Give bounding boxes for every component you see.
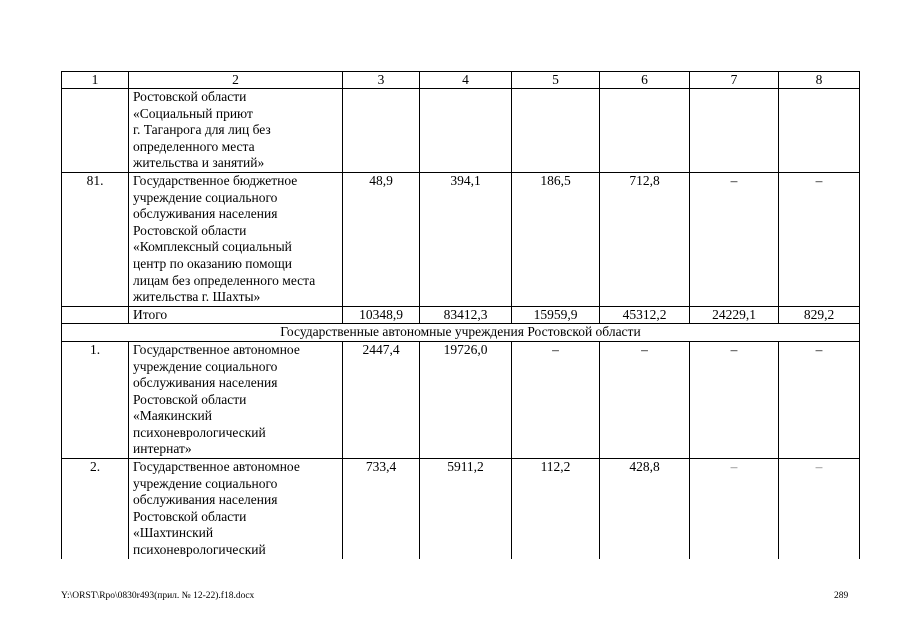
value-col8: – bbox=[779, 341, 860, 458]
total-col8: 829,2 bbox=[779, 306, 860, 324]
row-number: 2. bbox=[62, 459, 129, 559]
value-col7: – bbox=[690, 341, 779, 458]
total-col4: 83412,3 bbox=[420, 306, 512, 324]
table-row bbox=[62, 341, 860, 458]
total-row bbox=[62, 306, 860, 324]
value-col5: 112,2 bbox=[512, 459, 600, 559]
name-line: Ростовской области bbox=[133, 89, 247, 104]
value-col5: 186,5 bbox=[512, 172, 600, 306]
row-number bbox=[62, 306, 129, 324]
row-number: 81. bbox=[62, 172, 129, 306]
name-line: г. Таганрога для лиц без bbox=[133, 122, 271, 138]
value-col4 bbox=[420, 89, 512, 173]
header-cell-2: 2 bbox=[129, 72, 343, 89]
table-row bbox=[62, 459, 860, 559]
value-col8: – bbox=[779, 459, 860, 559]
value-col7: – bbox=[690, 172, 779, 306]
value-col6: – bbox=[600, 341, 690, 458]
value-col5 bbox=[512, 89, 600, 173]
institution-name bbox=[129, 459, 343, 559]
name-line: психоневрологический bbox=[133, 542, 266, 558]
value-col8: – bbox=[779, 172, 860, 306]
header-cell-4: 4 bbox=[420, 72, 512, 89]
name-line: интернат» bbox=[133, 441, 192, 457]
value-col8 bbox=[779, 89, 860, 173]
name-line: обслуживания населения bbox=[133, 375, 278, 391]
header-cell-8: 8 bbox=[779, 72, 860, 89]
header-cell-1: 1 bbox=[62, 72, 129, 89]
value-col6: 712,8 bbox=[600, 172, 690, 306]
total-label: Итого bbox=[129, 306, 343, 324]
value-col5: – bbox=[512, 341, 600, 458]
section-heading: Государственные автономные учреждения Ростовской области bbox=[62, 324, 860, 342]
total-col5: 15959,9 bbox=[512, 306, 600, 324]
total-col7: 24229,1 bbox=[690, 306, 779, 324]
value-col4: 5911,2 bbox=[420, 459, 512, 559]
name-line: учреждение социального bbox=[133, 475, 278, 491]
name-line: обслуживания населения bbox=[133, 206, 278, 222]
institution-name bbox=[129, 89, 343, 173]
name-line: определенного места bbox=[133, 138, 255, 154]
value-col3: 2447,4 bbox=[343, 341, 420, 458]
name-line: «Комплексный социальный bbox=[133, 239, 292, 255]
value-col4: 19726,0 bbox=[420, 341, 512, 458]
header-cell-3: 3 bbox=[343, 72, 420, 89]
footer-page-number: 289 bbox=[834, 591, 849, 601]
name-line: «Маякинский bbox=[133, 408, 212, 424]
name-line: Государственное автономное bbox=[133, 459, 300, 475]
section-row bbox=[62, 324, 860, 342]
name-line: жительства г. Шахты» bbox=[133, 289, 261, 305]
name-line: Ростовской области bbox=[133, 391, 247, 407]
name-line: Ростовской области bbox=[133, 222, 247, 238]
value-col6 bbox=[600, 89, 690, 173]
name-line: Государственное автономное bbox=[133, 341, 300, 357]
name-line: учреждение социального bbox=[133, 189, 278, 205]
name-line: жительства и занятий» bbox=[133, 155, 265, 171]
table-row bbox=[62, 172, 860, 306]
name-line: Государственное бюджетное bbox=[133, 172, 298, 188]
table-row bbox=[62, 89, 860, 173]
value-col3 bbox=[343, 89, 420, 173]
name-line: «Шахтинский bbox=[133, 525, 214, 541]
row-number: 1. bbox=[62, 341, 129, 458]
total-col3: 10348,9 bbox=[343, 306, 420, 324]
value-col4: 394,1 bbox=[420, 172, 512, 306]
name-line: психоневрологический bbox=[133, 424, 266, 440]
header-cell-5: 5 bbox=[512, 72, 600, 89]
data-table bbox=[61, 71, 860, 559]
value-col7 bbox=[690, 89, 779, 173]
header-cell-6: 6 bbox=[600, 72, 690, 89]
name-line: «Социальный приют bbox=[133, 105, 253, 121]
footer-file-path: Y:\ORST\Rpo\0830r493(прил. № 12-22).f18.docx bbox=[61, 591, 255, 601]
row-number bbox=[62, 89, 129, 173]
name-line: учреждение социального bbox=[133, 358, 278, 374]
name-line: Ростовской области bbox=[133, 508, 247, 524]
total-col6: 45312,2 bbox=[600, 306, 690, 324]
header-row bbox=[62, 72, 860, 89]
name-line: обслуживания населения bbox=[133, 492, 278, 508]
name-line: лицам без определенного места bbox=[133, 272, 316, 288]
value-col6: 428,8 bbox=[600, 459, 690, 559]
name-line: центр по оказанию помощи bbox=[133, 255, 292, 271]
value-col7: – bbox=[690, 459, 779, 559]
institution-name bbox=[129, 172, 343, 306]
value-col3: 733,4 bbox=[343, 459, 420, 559]
value-col3: 48,9 bbox=[343, 172, 420, 306]
header-cell-7: 7 bbox=[690, 72, 779, 89]
institution-name bbox=[129, 341, 343, 458]
